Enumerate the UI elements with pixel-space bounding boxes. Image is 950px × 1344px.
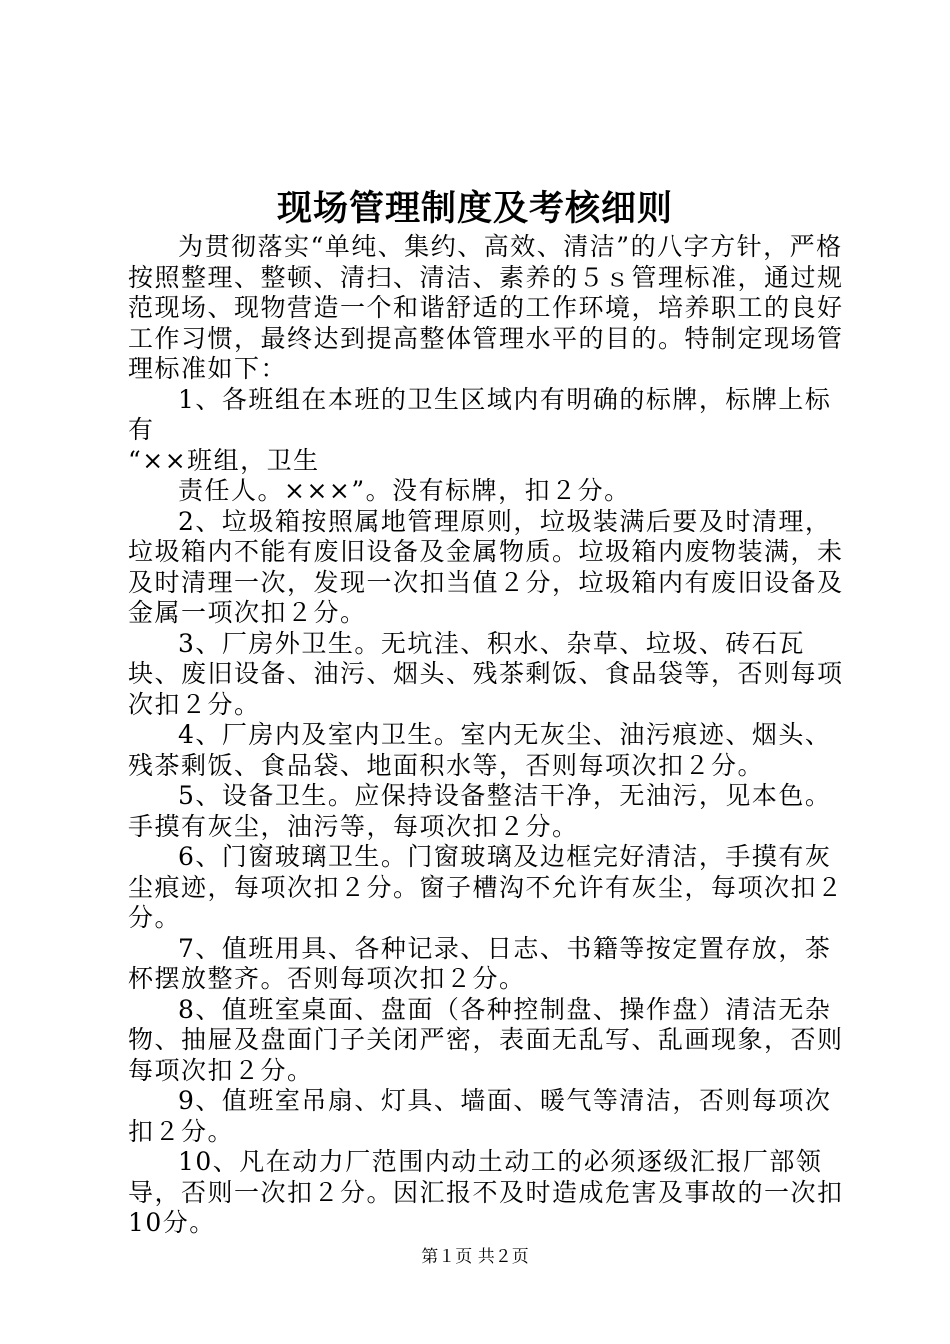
- rule-7-paragraph: 7、值班用具、各种记录、日志、书籍等按定置存放，茶杯摆放整齐。否则每项次扣２分。: [128, 933, 832, 993]
- document-title: 现场管理制度及考核细则: [276, 188, 673, 229]
- rule-10-paragraph: 10、凡在动力厂范围内动土动工的必须逐级汇报厂部领导，否则一次扣２分。因汇报不及时造成危害及事故的一次扣10分。: [128, 1147, 844, 1237]
- rule-4-paragraph: 4、厂房内及室内卫生。室内无灰尘、油污痕迹、烟头、残茶剩饭、食品袋、地面积水等，否则每项次扣２分。: [128, 720, 832, 780]
- page-number-footer: 第１页 共２页: [421, 1247, 529, 1267]
- rule-6-paragraph: 6、门窗玻璃卫生。门窗玻璃及边框完好清洁，手摸有灰尘痕迹，每项次扣２分。窗子槽沟不允许有灰尘，每项次扣２分。: [128, 842, 844, 932]
- rule-9-paragraph: 9、值班室吊扇、灯具、墙面、暖气等清洁，否则每项次扣２分。: [128, 1086, 832, 1146]
- rule-1-paragraph: 1、各班组在本班的卫生区域内有明确的标牌，标牌上标有 “××班组，卫生: [128, 384, 832, 475]
- intro-paragraph: 为贯彻落实“单纯、集约、高效、清洁”的八字方针，严格按照整理、整顿、清扫、清洁、素养的５ｓ管理标准，通过规范现场、现物营造一个和谐舒适的工作环境，培养职工的良好工作习惯，最终达到提高整体管理水平的目的。特制定现场管理标准如下：: [128, 232, 844, 383]
- rule-5-paragraph: 5、设备卫生。应保持设备整洁干净，无油污，见本色。手摸有灰尘，油污等，每项次扣２分。: [128, 781, 832, 841]
- rule-2-paragraph: 2、垃圾箱按照属地管理原则，垃圾装满后要及时清理，垃圾箱内不能有废旧设备及金属物质。垃圾箱内废物装满，未及时清理一次，发现一次扣当值２分，垃圾箱内有废旧设备及金属一项次扣２分。: [128, 506, 844, 627]
- rule-8-paragraph: 8、值班室桌面、盘面（各种控制盘、操作盘）清洁无杂物、抽屉及盘面门子关闭严密，表面无乱写、乱画现象，否则每项次扣２分。: [128, 994, 844, 1085]
- rule-3-paragraph: 3、厂房外卫生。无坑洼、积水、杂草、垃圾、砖石瓦块、废旧设备、油污、烟头、残茶剩饭、食品袋等，否则每项次扣２分。: [128, 628, 844, 719]
- rule-1-continuation: 责任人。×××”。没有标牌，扣２分。: [178, 476, 631, 505]
- document-body: [128, 232, 848, 1239]
